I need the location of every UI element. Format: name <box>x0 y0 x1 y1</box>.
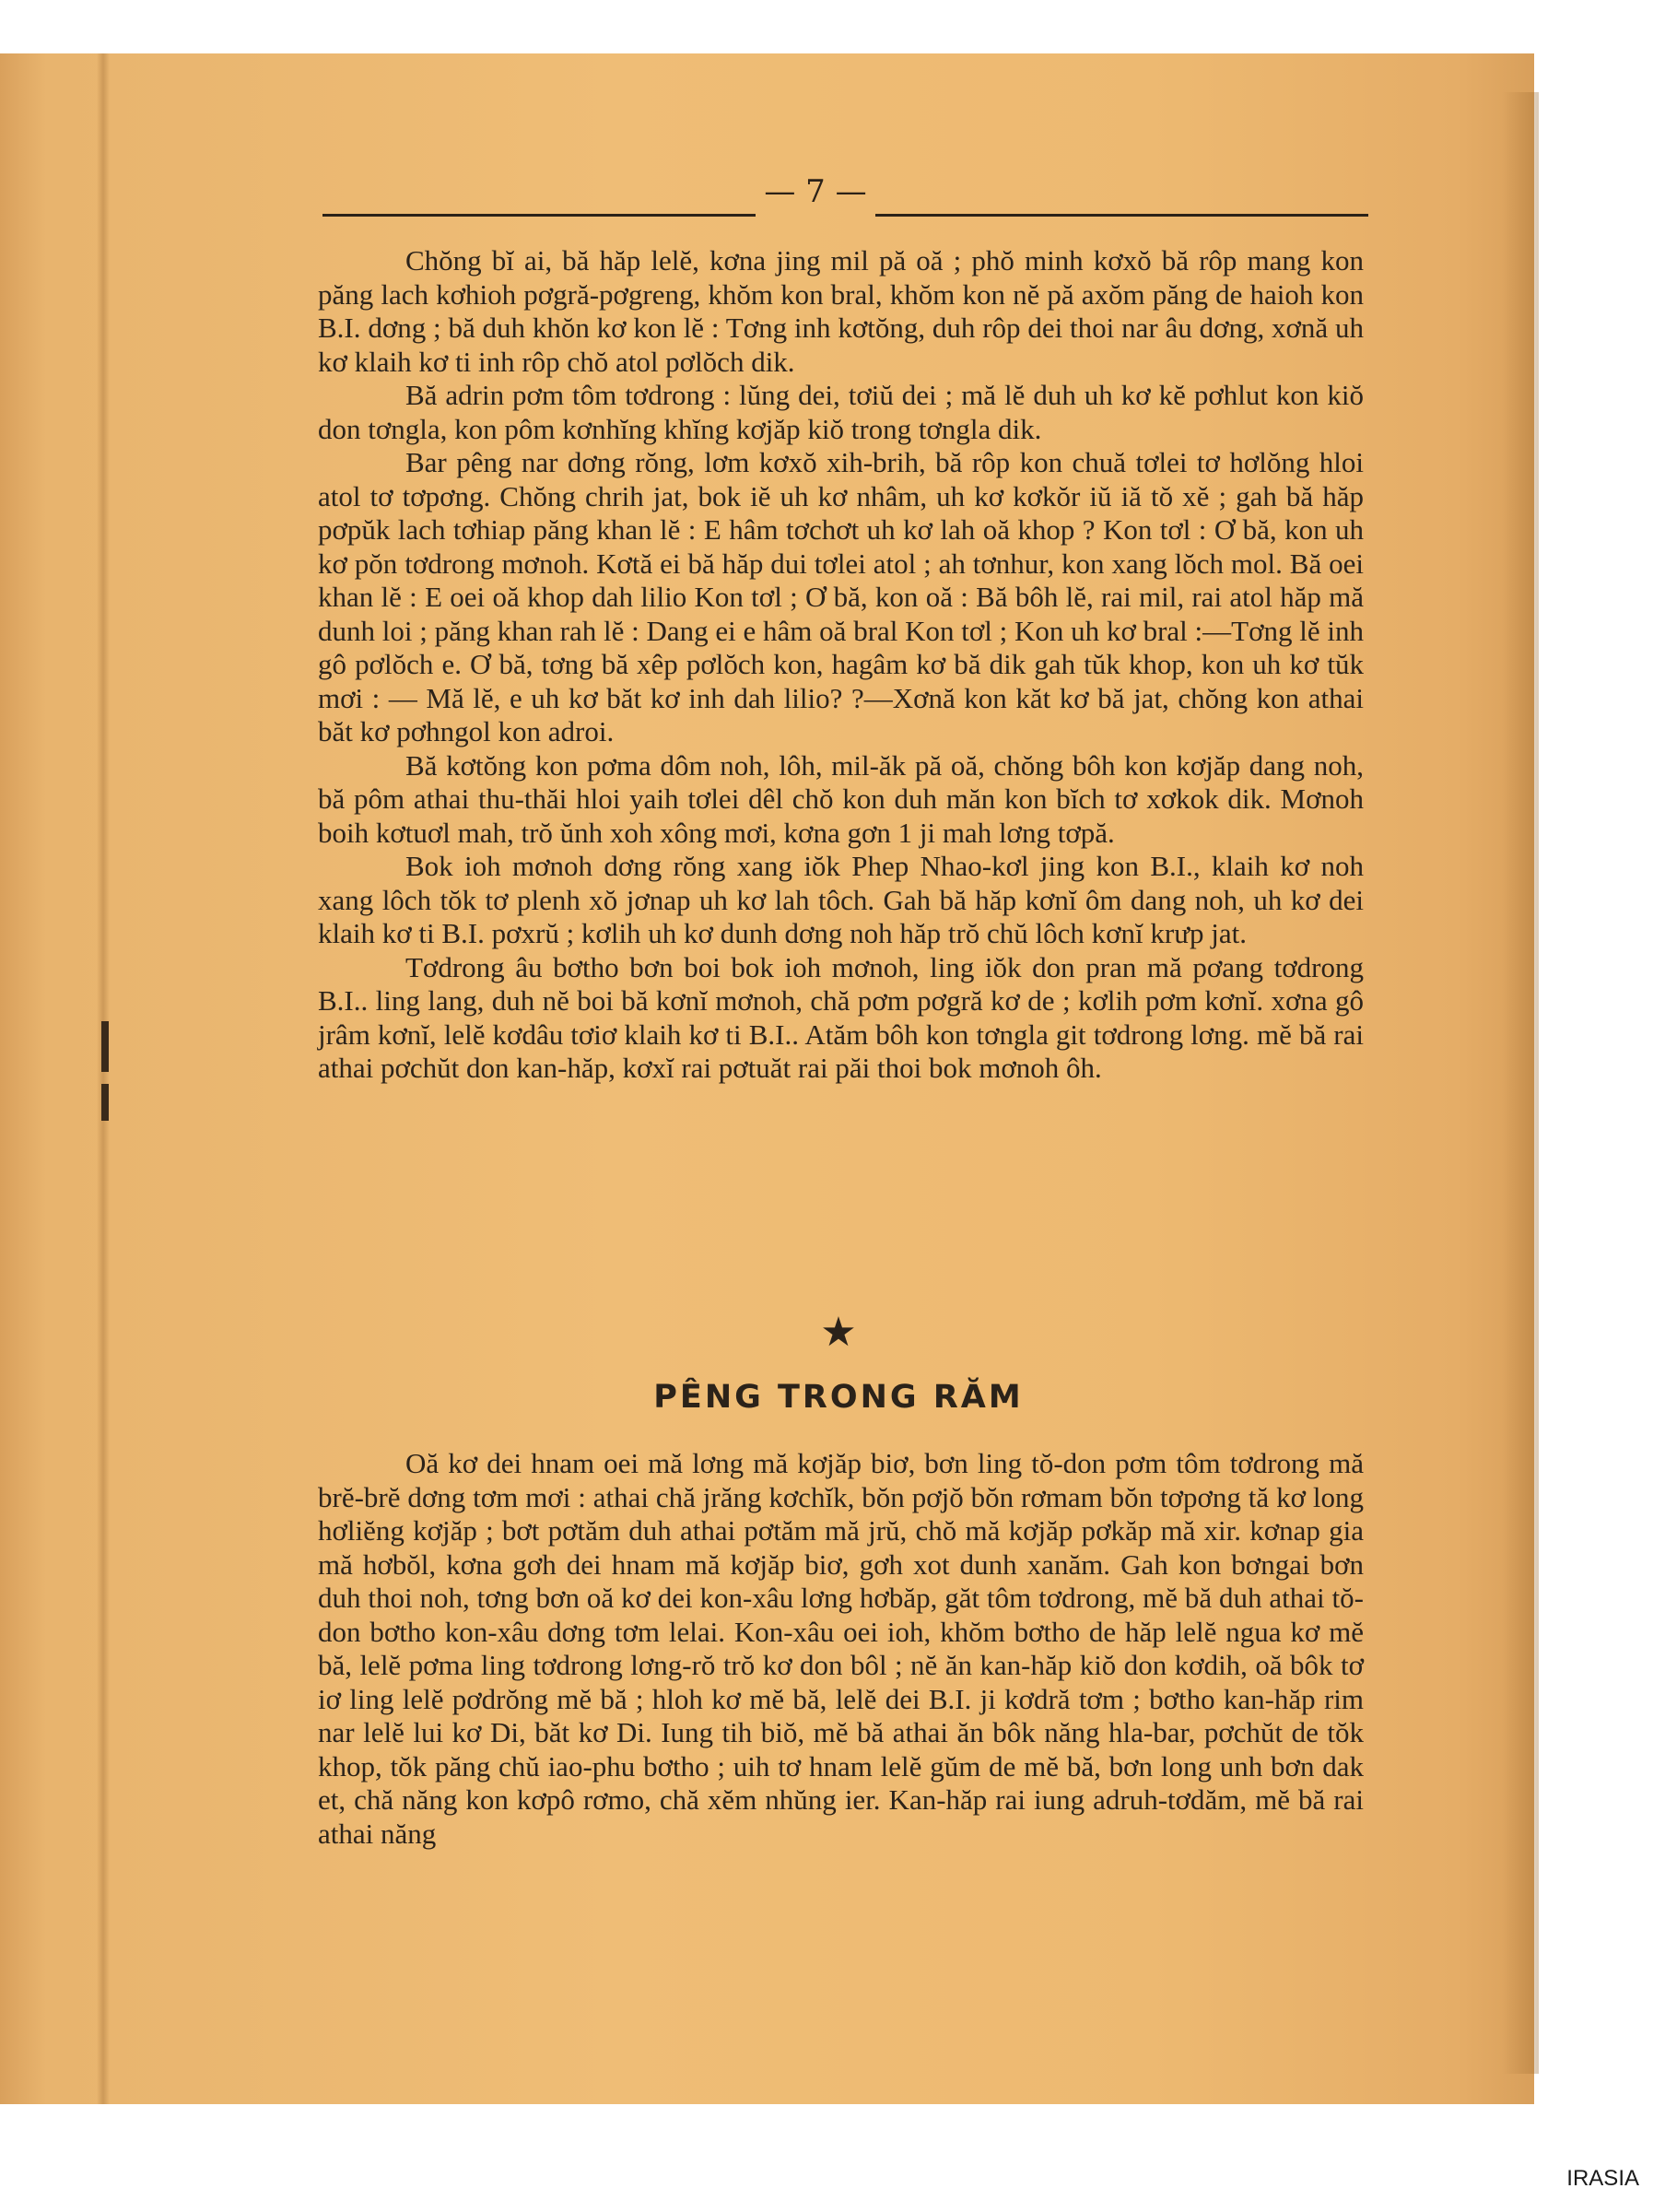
page-edge <box>1502 92 1539 2074</box>
paragraph: Bar pêng nar dơng rŏng, lơm kơxŏ xih-brih, bă rôp kon chuă tơlei tơ hơlŏng hloi atol tơ tơpơng. Chŏng chrih jat, bok iĕ uh kơ nhâm, uh kơ kơkŏr iŭ iă tŏ xĕ ; gah bă hăp pơpŭk lach tơhiap păng khan lĕ : E hâm tơchơt uh kơ lah oă khop ? Kon tơl : Ơ bă, kon uh kơ pŏn tơdrong mơnoh. Kơtă ei bă hăp dui tơlei atol ; ah tơnhur, kon xang lŏch mol. Bă oei khan lĕ : E oei oă khop dah lilio Kon tơl ; Ơ bă, kon oă : Bă bôh lĕ, rai mil, rai atol hăp mă dunh loi ; păng khan rah lĕ : Dang ei e hâm oă bral Kon tơl ; Kon uh kơ bral :—Tơng lĕ inh gô pơlŏch e. Ơ bă, tơng bă xêp pơlŏch kon, hagâm kơ bă dik gah tŭk khop, kon uh kơ tŭk mơi : — Mă lĕ, e uh kơ băt kơ inh dah lilio? ?—Xơnă kon kăt kơ bă jat, chŏng kon athai băt kơ pơhngol kon adroi. <box>318 446 1364 747</box>
watermark: IRASIA <box>1566 2166 1639 2191</box>
section-title: PÊNG TRONG RĂM <box>653 1379 1024 1416</box>
paragraph: Chŏng bĭ ai, bă hăp lelĕ, kơna jing mil pă oă ; phŏ minh kơxŏ bă rôp mang kon păng lach kơhioh pơgră-pơgreng, khŏm kon bral, khŏm kon nĕ pă axŏm păng de haioh kon B.I. dơng ; bă duh khŏn kơ kon lĕ : Tơng inh kơtŏng, duh rôp dei thoi nar âu dơng, xơnă uh kơ klaih kơ ti inh rôp chŏ atol pơlŏch dik. <box>318 244 1364 378</box>
section-2-body <box>318 1447 1364 1851</box>
section-1-body <box>318 244 1364 1086</box>
paragraph: Tơdrong âu bơtho bơn boi bok ioh mơnoh, ling iŏk don pran mă pơang tơdrong B.I.. ling lang, duh nĕ boi bă kơnĭ mơnoh, chă pơm pơgră kơ de ; kơlih pơm kơnĭ. xơna gô jrâm kơnĭ, lelĕ kơdâu tơiơ klaih kơ ti B.I.. Atăm bôh kon tơngla git tơdrong lơng. mĕ bă rai athai pơchŭt don kan-hăp, kơxĭ rai pơtuăt rai păi thoi bok mơnoh ôh. <box>318 950 1364 1084</box>
header-rule-right <box>875 214 1368 217</box>
header-rule-left <box>322 214 756 217</box>
star-separator: ★ <box>820 1309 857 1356</box>
page-fold <box>97 53 110 2104</box>
paragraph: Bă kơtŏng kon pơma dôm noh, lôh, mil-ăk pă oă, chŏng bôh kon kơjăp dang noh, bă pôm athai thu-thăi hloi yaih tơlei dêl chŏ kon duh măn kon bĭch tơ xơkok dik. Mơnoh boih kơtuơl mah, trŏ ŭnh xoh xông mơi, kơna gơn 1 ji mah lơng tơpă. <box>318 748 1364 849</box>
binding-mark <box>101 1084 109 1121</box>
paragraph: Bok ioh mơnoh dơng rŏng xang iŏk Phep Nhao-kơl jing kon B.I., klaih kơ noh xang lôch tŏk tơ plenh xŏ jơnap uh kơ lah tôch. Gah bă hăp kơnĭ ôm dang noh, uh kơ dei klaih kơ ti B.I. pơxrŭ ; kơlih uh kơ dunh dơng noh hăp trŏ chŭ lôch kơnĭ krưp jat. <box>318 850 1364 949</box>
paragraph: Oă kơ dei hnam oei mă lơng mă kơjăp biơ, bơn ling tŏ-don pơm tôm tơdrong mă brĕ-brĕ dơng tơm mơi : athai chă jrăng kơchĭk, bŏn pơjŏ bŏn rơmam bŏn tơpơng tă kơ long hơliĕng kơjăp ; bơt pơtăm duh athai pơtăm mă jrŭ, chŏ mă kơjăp pơkăp mă xir. kơnap gia mă hơbŏl, kơna gơh dei hnam mă kơjăp biơ, gơh xot dunh xanăm. Gah kon bơngai bơn duh thoi noh, tơng bơn oă kơ dei kon-xâu lơng hơbăp, găt tôm tơdrong, mĕ bă duh athai tŏ-don bơtho kon-xâu dơng tơm lelai. Kon-xâu oei ioh, khŏm bơtho de hăp lelĕ ngua kơ mĕ bă, lelĕ pơma ling tơdrong lơng-rŏ trŏ kơ don bôl ; nĕ ăn kan-hăp kiŏ don kơdih, oă bôk tơ iơ ling lelĕ pơdrŏng mĕ bă ; hloh kơ mĕ bă, lelĕ dei B.I. ji kơdră tơm ; bơtho kan-hăp rim nar lelĕ lui kơ Di, băt kơ Di. Iung tih biŏ, mĕ bă athai ăn bôk năng hla-bar, pơchŭt de tŏk khop, tŏk păng chŭ iao-phu bơtho ; uih tơ hnam lelĕ gŭm de mĕ bă, bơn long unh bơn dak et, chă năng kon kơpô rơmo, chă xĕm nhŭng ier. Kan-hăp rai iung adruh-tơdăm, mĕ bă rai athai năng <box>318 1447 1364 1850</box>
paragraph: Bă adrin pơm tôm tơdrong : lŭng dei, tơiŭ dei ; mă lĕ duh uh kơ kĕ pơhlut kon kiŏ don tơngla, kon pôm kơnhĭng khĭng kơjăp kiŏ trong tơngla dik. <box>318 379 1364 445</box>
page-header <box>322 173 1368 219</box>
binding-mark <box>101 1021 109 1072</box>
page-number: — 7 — <box>764 173 867 210</box>
